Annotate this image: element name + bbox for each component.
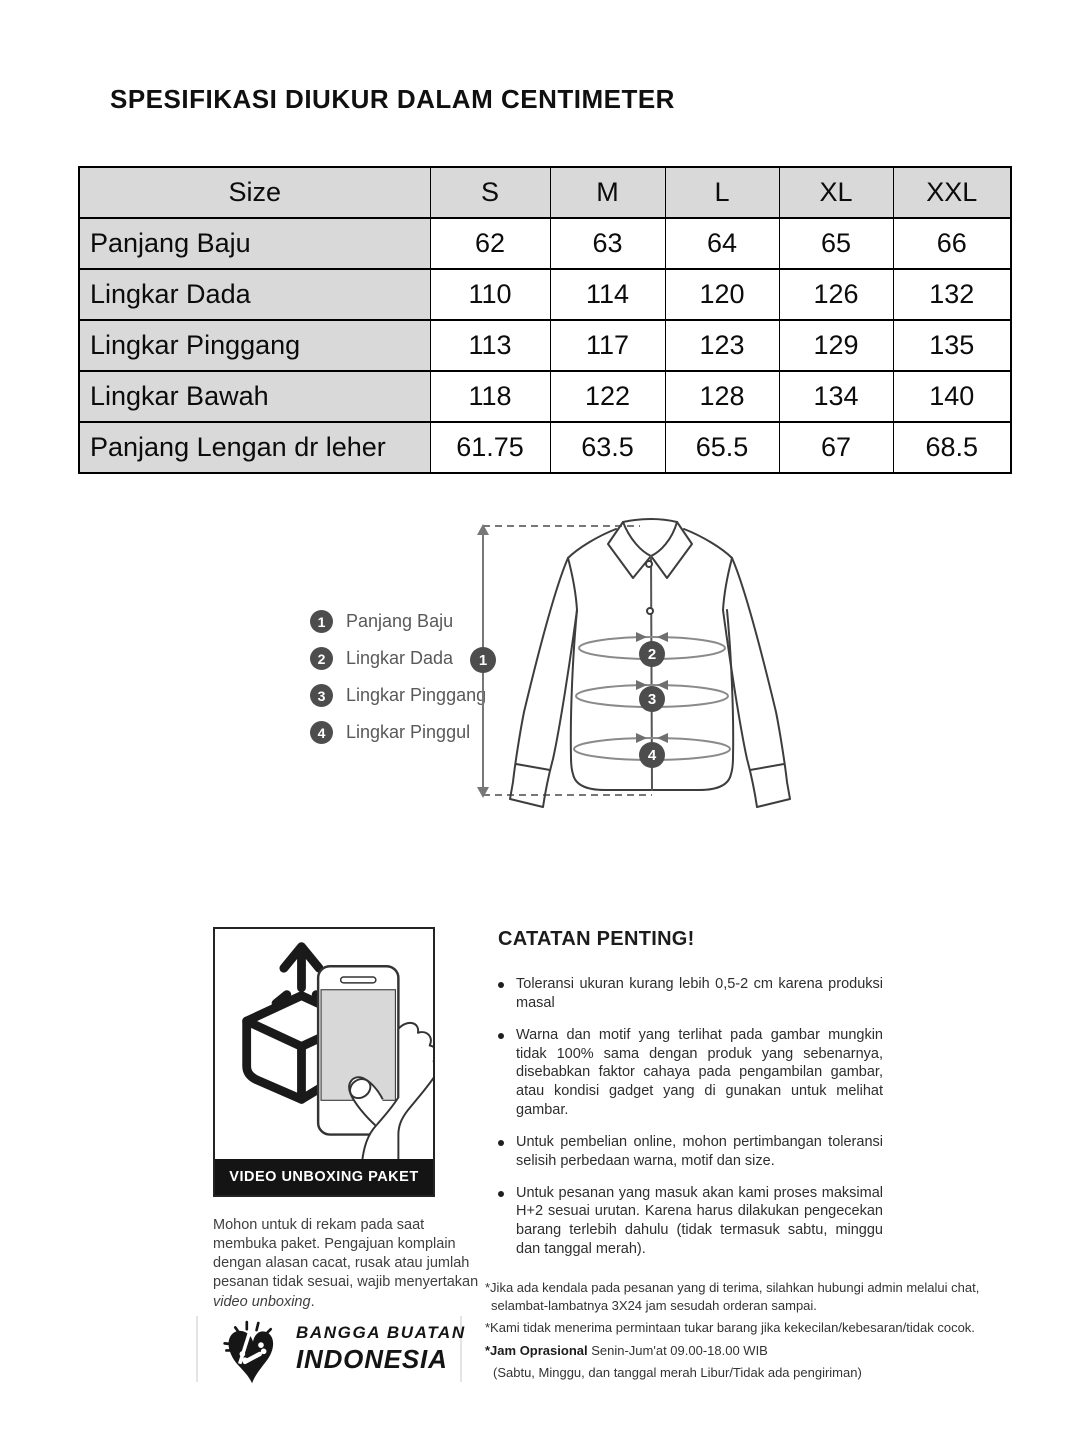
footnotes bbox=[485, 1279, 1012, 1382]
cell-value: 66 bbox=[893, 218, 1011, 269]
important-notes bbox=[485, 928, 1012, 1382]
table-row bbox=[79, 218, 1011, 269]
cell-value: 61.75 bbox=[430, 422, 550, 473]
heart-logo-icon bbox=[222, 1317, 284, 1391]
cell-value: 122 bbox=[550, 371, 665, 422]
list-item bbox=[498, 975, 883, 1013]
notes-heading: CATATAN PENTING! bbox=[498, 928, 695, 950]
cell-value: 62 bbox=[430, 218, 550, 269]
footnote: *Jika ada kendala pada pesanan yang di terima, silahkan hubungi admin melalui chat, selambat-lambatnya 3X24 jam sesudah orderan sampai. bbox=[485, 1279, 980, 1314]
bullet-text: Warna dan motif yang terlihat pada gambar mungkin tidak 100% sama dengan produk yang sebenarnya, disebabkan faktor cahaya pada pengambilan gambar, atau kondisi gadget yang di gunakan untuk melihat gambar. bbox=[516, 1026, 883, 1119]
cell-value: 114 bbox=[550, 269, 665, 320]
list-item bbox=[498, 1026, 883, 1120]
bullet-icon bbox=[498, 1033, 504, 1039]
bullet-icon bbox=[498, 1140, 504, 1146]
row-label: Panjang Baju bbox=[79, 218, 430, 269]
list-item bbox=[498, 1184, 883, 1259]
legend-item bbox=[310, 684, 486, 707]
table-row bbox=[79, 269, 1011, 320]
shirt-diagram-illustration bbox=[470, 512, 810, 860]
logo-text bbox=[296, 1323, 466, 1375]
col-header-xl: XL bbox=[779, 167, 893, 218]
measurement-legend bbox=[310, 610, 486, 758]
col-header-m: M bbox=[550, 167, 665, 218]
bullet-text: Untuk pembelian online, mohon pertimbangan toleransi selisih perbedaan warna, motif dan size. bbox=[516, 1133, 883, 1169]
footnote-hours-note: (Sabtu, Minggu, dan tanggal merah Libur/Tidak ada pengiriman) bbox=[493, 1364, 862, 1380]
footnote-hours bbox=[485, 1342, 1012, 1360]
cell-value: 67 bbox=[779, 422, 893, 473]
size-table bbox=[78, 166, 1012, 474]
caption-italic: video unboxing bbox=[213, 1293, 311, 1310]
cell-value: 134 bbox=[779, 371, 893, 422]
legend-item bbox=[310, 721, 486, 744]
cell-value: 118 bbox=[430, 371, 550, 422]
unboxing-caption bbox=[213, 1216, 481, 1312]
row-label: Panjang Lengan dr leher bbox=[79, 422, 430, 473]
video-unboxing-card bbox=[213, 927, 435, 1197]
row-label: Lingkar Pinggang bbox=[79, 320, 430, 371]
phone-icon bbox=[318, 966, 398, 1134]
table-row bbox=[79, 371, 1011, 422]
cell-value: 65 bbox=[779, 218, 893, 269]
legend-item bbox=[310, 647, 486, 670]
legend-label: Lingkar Pinggul bbox=[346, 722, 471, 742]
legend-badge-3: 3 bbox=[310, 684, 333, 707]
cell-value: 120 bbox=[665, 269, 779, 320]
cell-value: 129 bbox=[779, 320, 893, 371]
legend-item bbox=[310, 610, 486, 633]
cell-value: 63.5 bbox=[550, 422, 665, 473]
col-header-s: S bbox=[430, 167, 550, 218]
col-header-size: Size bbox=[79, 167, 430, 218]
footnote: *Kami tidak menerima permintaan tukar barang jika kekecilan/kebesaran/tidak cocok. bbox=[485, 1320, 975, 1336]
unboxing-illustration bbox=[215, 931, 433, 1161]
cell-value: 135 bbox=[893, 320, 1011, 371]
cell-value: 126 bbox=[779, 269, 893, 320]
diagram-marker-3: 3 bbox=[647, 691, 657, 708]
logo-line2: INDONESIA bbox=[296, 1344, 448, 1374]
legend-label: Panjang Baju bbox=[346, 611, 454, 631]
diagram-marker-4: 4 bbox=[647, 747, 657, 764]
caption-end: . bbox=[310, 1293, 315, 1310]
bullet-text: Toleransi ukuran kurang lebih 0,5-2 cm karena produksi masal bbox=[516, 976, 883, 1011]
caption-text: Mohon untuk di rekam pada saat membuka paket. Pengajuan komplain dengan alasan cacat, rusak atau jumlah pesanan tidak sesuai, wajib menyertakan bbox=[213, 1217, 479, 1291]
cell-value: 123 bbox=[665, 320, 779, 371]
diagram-marker-2: 2 bbox=[647, 646, 657, 663]
bullet-text: Untuk pesanan yang masuk akan kami proses maksimal H+2 sesuai urutan. Karena harus dilakukan pengecekan barang terlebih dahulu (tidak termasuk sabtu, minggu dan tanggal merah). bbox=[516, 1184, 883, 1258]
page-title: SPESIFIKASI DIUKUR DALAM CENTIMETER bbox=[110, 84, 675, 114]
col-header-l: L bbox=[665, 167, 779, 218]
cell-value: 65.5 bbox=[665, 422, 779, 473]
footnote-hours-value: Senin-Jum'at 09.00-18.00 WIB bbox=[587, 1342, 768, 1358]
measurement-diagram bbox=[300, 512, 860, 872]
cell-value: 64 bbox=[665, 218, 779, 269]
table-row bbox=[79, 422, 1011, 473]
legend-label: Lingkar Dada bbox=[346, 648, 454, 668]
cell-value: 68.5 bbox=[893, 422, 1011, 473]
diagram-marker-1: 1 bbox=[478, 652, 488, 669]
cell-value: 63 bbox=[550, 218, 665, 269]
cell-value: 110 bbox=[430, 269, 550, 320]
bangga-buatan-indonesia-logo bbox=[196, 1316, 466, 1382]
cell-value: 132 bbox=[893, 269, 1011, 320]
cell-value: 113 bbox=[430, 320, 550, 371]
unboxing-banner: VIDEO UNBOXING PAKET bbox=[215, 1159, 433, 1195]
cell-value: 140 bbox=[893, 371, 1011, 422]
legend-badge-1: 1 bbox=[310, 610, 333, 633]
bullet-icon bbox=[498, 1191, 504, 1197]
cell-value: 128 bbox=[665, 371, 779, 422]
legend-badge-2: 2 bbox=[310, 647, 333, 670]
row-label: Lingkar Dada bbox=[79, 269, 430, 320]
logo-line1: BANGGA BUATAN bbox=[296, 1323, 466, 1342]
notes-bullet-list bbox=[498, 975, 883, 1259]
legend-label: Lingkar Pinggang bbox=[346, 685, 487, 705]
bullet-icon bbox=[498, 982, 504, 988]
size-table-header-row bbox=[79, 167, 1011, 218]
row-label: Lingkar Bawah bbox=[79, 371, 430, 422]
table-row bbox=[79, 320, 1011, 371]
list-item bbox=[498, 1133, 883, 1171]
col-header-xxl: XXL bbox=[893, 167, 1011, 218]
legend-badge-4: 4 bbox=[310, 721, 333, 744]
cell-value: 117 bbox=[550, 320, 665, 371]
footnote-hours-label: *Jam Oprasional bbox=[485, 1342, 588, 1358]
